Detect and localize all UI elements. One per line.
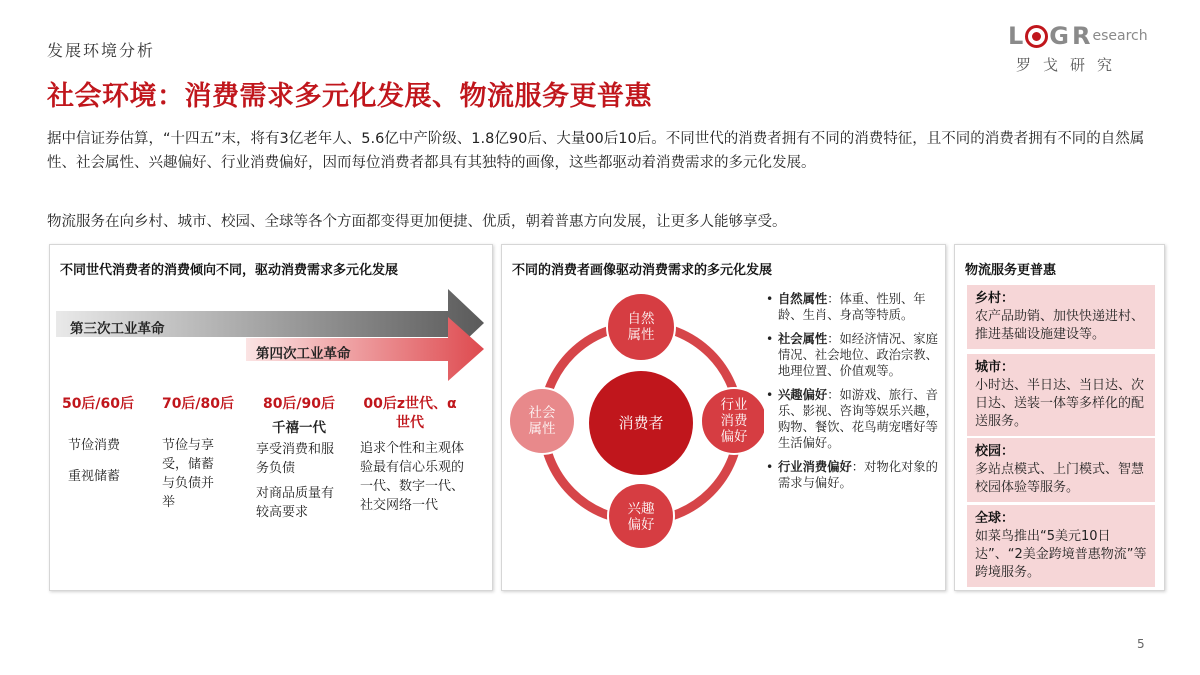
service-card-head: 乡村：	[975, 291, 1015, 306]
logistics-panel	[954, 244, 1165, 591]
generation-line: 追求个性和主观体验最有信心乐观的一代、数字一代、社交网络一代	[360, 441, 465, 513]
intro-paragraph-2: 物流服务在向乡村、城市、校园、全球等各个方面都变得更加便捷、优质，朝着普惠方向发展，让更多人能够享受。	[47, 214, 787, 230]
generation-column	[58, 395, 138, 486]
top-node-label: 自然属性	[627, 311, 655, 343]
bullet-item: • 兴趣偏好：如游戏、旅行、音乐、影视、咨询等娱乐兴趣，购物、餐饮、花鸟萌宠嗜好等生活偏好。	[764, 387, 942, 451]
generation-column	[360, 395, 472, 515]
consumer-profile-panel	[501, 244, 946, 591]
bottom-node-label: 兴趣偏好	[627, 501, 655, 533]
panel-2-title: 不同的消费者画像驱动消费需求的多元化发展	[512, 263, 773, 278]
generation-subtitle: 千禧一代	[272, 420, 326, 436]
generation-column	[158, 395, 238, 512]
service-card-body: 如菜鸟推出“5美元10日达”、“2美金跨境普惠物流”等跨境服务。	[975, 529, 1147, 580]
profile-bullets	[764, 291, 942, 499]
generation-column	[256, 395, 342, 522]
fourth-revolution-label: 第四次工业革命	[256, 346, 351, 362]
panel-1-title: 不同世代消费者的消费倾向不同，驱动消费需求多元化发展	[60, 263, 399, 278]
panel-3-title: 物流服务更普惠	[965, 263, 1057, 278]
third-revolution-label: 第三次工业革命	[70, 321, 165, 337]
revolution-arrows	[50, 245, 494, 385]
service-card-head: 全球：	[975, 511, 1015, 526]
service-card-body: 农产品助销、加快快递进村、推进基础设施建设等。	[975, 309, 1145, 342]
generation-head: 00后z世代、α世代	[363, 396, 457, 431]
bullet-item: • 社会属性：如经济情况、家庭情况、社会地位、政治宗教、地理位置、价值观等。	[764, 331, 942, 379]
bullet-item: • 自然属性：体重、性别、年龄、生肖、身高等特质。	[764, 291, 942, 323]
right-node-label: 行业消费偏好	[720, 397, 748, 445]
service-card-body: 多站点模式、上门模式、智慧校园体验等服务。	[975, 462, 1145, 495]
generation-line: 重视储蓄	[68, 469, 121, 484]
generations-panel	[49, 244, 493, 591]
service-card-city	[967, 354, 1155, 436]
bullet-item: • 行业消费偏好：对物化对象的需求与偏好。	[764, 459, 942, 491]
service-card-campus	[967, 438, 1155, 502]
logo-letter-g: G	[1049, 22, 1070, 50]
service-card-body: 小时达、半日达、当日达、次日达、送装一体等多样化的配送服务。	[975, 378, 1145, 429]
logo	[1008, 20, 1158, 80]
generation-head: 70后/80后	[161, 396, 235, 412]
page-number: 5	[1137, 637, 1145, 651]
generation-head: 80后/90后	[262, 396, 336, 412]
service-card-global	[967, 505, 1155, 587]
logo-research-text: esearch	[1092, 28, 1148, 44]
logo-target-icon	[1025, 25, 1048, 48]
logo-letter-l: L	[1008, 22, 1025, 50]
generation-line: 享受消费和服务负债	[256, 442, 335, 476]
generation-head: 50后/60后	[61, 396, 135, 412]
generation-line: 对商品质量有较高要求	[256, 486, 335, 520]
section-label: 发展环境分析	[47, 41, 156, 60]
slide-title: 社会环境：消费需求多元化发展、物流服务更普惠	[47, 81, 652, 112]
service-card-head: 校园：	[975, 444, 1015, 459]
generation-line: 节俭与享受，储蓄与负债并举	[162, 438, 215, 510]
left-node-label: 社会属性	[528, 405, 556, 437]
logo-letter-r: R	[1072, 22, 1092, 50]
service-card-rural	[967, 285, 1155, 349]
intro-paragraph-1: 据中信证券估算，“十四五”末，将有3亿老年人、5.6亿中产阶级、1.8亿90后、大量00后10后。不同世代的消费者拥有不同的消费特征，且不同的消费者拥有不同的自然属性、社会属性、兴趣偏好、行业消费偏好，因而每位消费者都具有其独特的画像，这些都驱动着消费需求的多元化发展。	[47, 131, 1145, 171]
logo-subtitle: 罗戈研究	[1016, 56, 1125, 74]
generation-line: 节俭消费	[68, 438, 121, 453]
center-node-label: 消费者	[618, 414, 664, 432]
service-card-head: 城市：	[975, 360, 1015, 375]
